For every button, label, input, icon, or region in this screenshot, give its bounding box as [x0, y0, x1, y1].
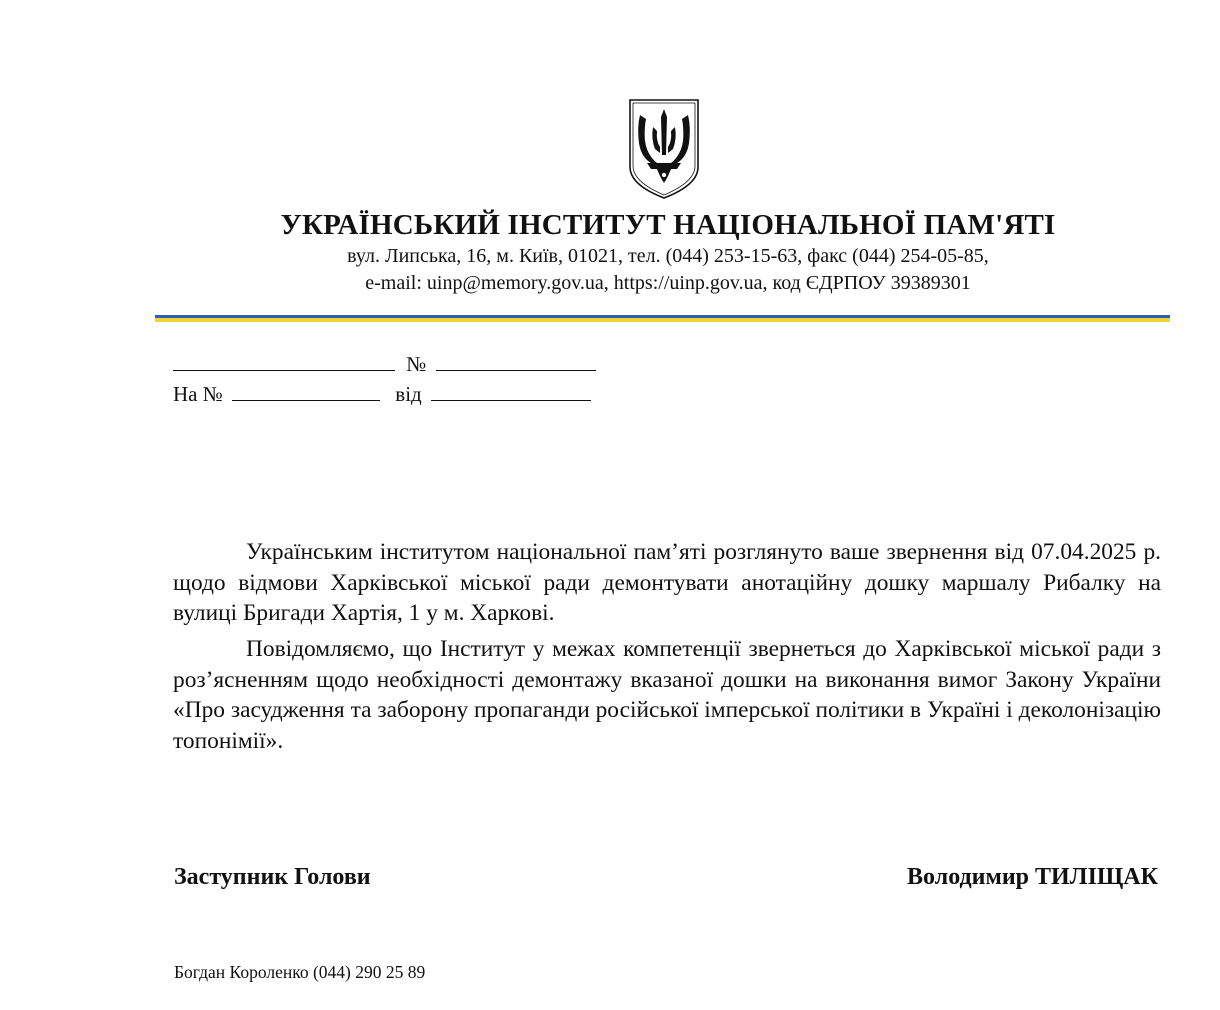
reply-date-blank — [431, 381, 591, 401]
reply-to-label: На № — [173, 382, 223, 406]
contact-email-line: e-mail: uinp@memory.gov.ua, https://uinp.gov.ua, код ЄДРПОУ 39389301 — [365, 272, 971, 294]
paragraph-text: Українським інститутом національної пам’яті розглянуто ваше звернення від 07.04.2025 р. щодо відмови Харківської міської ради демонтувати анотаційну дошку маршалу Рибалку на вулиці Бригади Хартія, 1 у м. Харкові. — [173, 539, 1161, 626]
date-label: від — [395, 382, 422, 406]
reply-number-blank — [232, 381, 380, 401]
signatory-position: Заступник Голови — [174, 864, 371, 890]
organization-name: УКРАЇНСЬКИЙ ІНСТИТУТ НАЦІОНАЛЬНОЇ ПАМ'ЯТІ — [280, 209, 1056, 241]
body-paragraph-2 — [173, 634, 1161, 756]
date-blank — [173, 351, 395, 371]
incoming-registration-line — [173, 381, 591, 407]
trident-coat-of-arms-icon — [627, 97, 701, 201]
header-stripe-yellow — [155, 318, 1170, 322]
contact-address-line: вул. Липська, 16, м. Київ, 01021, тел. (044) 253-15-63, факс (044) 254-05-85, — [347, 245, 989, 267]
outgoing-registration-line — [173, 351, 596, 377]
paragraph-text: Повідомляємо, що Інститут у межах компетенції звернеться до Харківської міської ради з роз’ясненням щодо необхідності демонтажу вказаної дошки на виконання вимог Закону України «Про засудження та заборону пропаганди російської імперської політики в Україні і деколонізацію топонімії». — [173, 636, 1161, 754]
signatory-name: Володимир ТИЛІЩАК — [907, 864, 1158, 890]
number-label: № — [406, 352, 427, 376]
body-paragraph-1 — [173, 537, 1161, 629]
number-blank — [436, 351, 596, 371]
executor-contact: Богдан Короленко (044) 290 25 89 — [174, 962, 426, 982]
